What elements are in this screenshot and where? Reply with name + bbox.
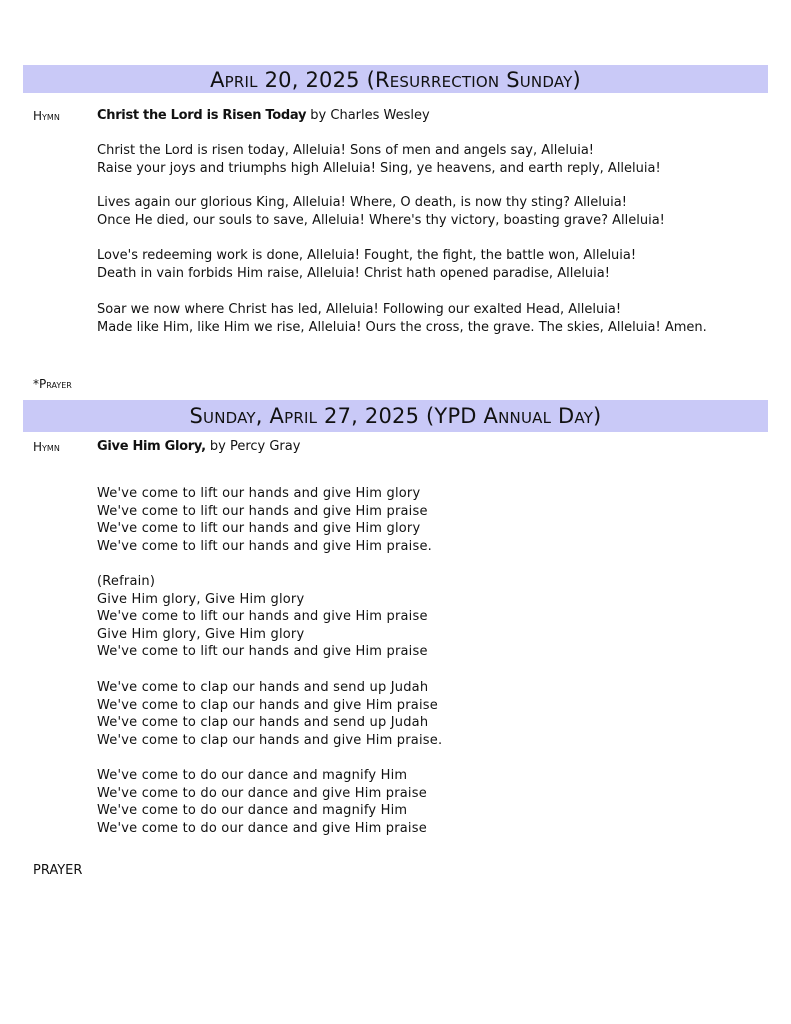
lyric-line: Give Him glory, Give Him glory	[97, 626, 305, 642]
stanza	[97, 142, 661, 177]
stanza	[97, 247, 636, 282]
section-heading-resurrection-sunday: April 20, 2025 (Resurrection Sunday)	[23, 65, 768, 93]
prayer-label: PRAYER	[33, 863, 83, 878]
lyric-line: Love's redeeming work is done, Alleluia! Fought, the fight, the battle won, Alleluia!	[97, 248, 637, 263]
lyric-line: Christ the Lord is risen today, Alleluia! Sons of men and angels say, Alleluia!	[97, 143, 595, 158]
lyric-line: Give Him glory, Give Him glory	[97, 591, 305, 607]
section-heading-ypd-annual-day: Sunday, April 27, 2025 (YPD Annual Day)	[23, 400, 768, 432]
lyric-line: Soar we now where Christ has led, Alleluia! Following our exalted Head, Alleluia!	[97, 302, 622, 317]
hymn-label: Hymn	[33, 440, 60, 454]
lyric-line: We've come to clap our hands and send up Judah	[97, 680, 429, 695]
prayer-label: *Prayer	[33, 377, 72, 391]
lyric-line: Made like Him, like Him we rise, Alleluia! Ours the cross, the grave. The skies, Alleluia! Amen.	[97, 319, 707, 335]
stanza	[97, 485, 432, 555]
lyric-line: Once He died, our souls to save, Alleluia! Where's thy victory, boasting grave? Alleluia!	[97, 212, 665, 228]
stanza	[97, 194, 665, 229]
hymn-label: Hymn	[33, 109, 60, 123]
lyric-line: We've come to do our dance and give Him praise	[97, 785, 427, 801]
refrain-stanza	[97, 573, 428, 661]
lyric-line: We've come to lift our hands and give Him glory	[97, 486, 421, 501]
lyric-line: We've come to lift our hands and give Him praise	[97, 503, 428, 519]
stanza	[97, 301, 707, 336]
lyric-line: (Refrain)	[97, 574, 156, 589]
lyric-line: We've come to lift our hands and give Him praise	[97, 644, 428, 659]
hymn-title: Give Him Glory,	[97, 439, 206, 454]
lyric-line: We've come to do our dance and magnify Him	[97, 768, 408, 783]
lyric-line: Lives again our glorious King, Alleluia! Where, O death, is now thy sting? Alleluia!	[97, 195, 627, 210]
hymn-title-line	[97, 108, 430, 123]
lyric-line: We've come to do our dance and magnify Him	[97, 803, 408, 818]
hymn-title: Christ the Lord is Risen Today	[97, 108, 307, 123]
hymn-author: by Percy Gray	[205, 439, 301, 454]
lyric-line: We've come to lift our hands and give Him glory	[97, 521, 421, 536]
lyric-line: Raise your joys and triumphs high Alleluia! Sing, ye heavens, and earth reply, Alleluia!	[97, 160, 661, 176]
hymn-author: by Charles Wesley	[306, 108, 430, 123]
lyric-line: We've come to do our dance and give Him praise	[97, 820, 427, 836]
lyric-line: Death in vain forbids Him raise, Alleluia! Christ hath opened paradise, Alleluia!	[97, 265, 610, 281]
lyric-line: We've come to clap our hands and give Him praise	[97, 697, 438, 713]
lyric-line: We've come to clap our hands and give Him praise.	[97, 732, 443, 748]
lyric-line: We've come to lift our hands and give Him praise	[97, 609, 428, 624]
stanza	[97, 767, 427, 837]
lyric-line: We've come to clap our hands and send up Judah	[97, 715, 429, 730]
hymn-title-line	[97, 439, 300, 454]
stanza	[97, 679, 442, 749]
lyric-line: We've come to lift our hands and give Him praise.	[97, 538, 432, 554]
